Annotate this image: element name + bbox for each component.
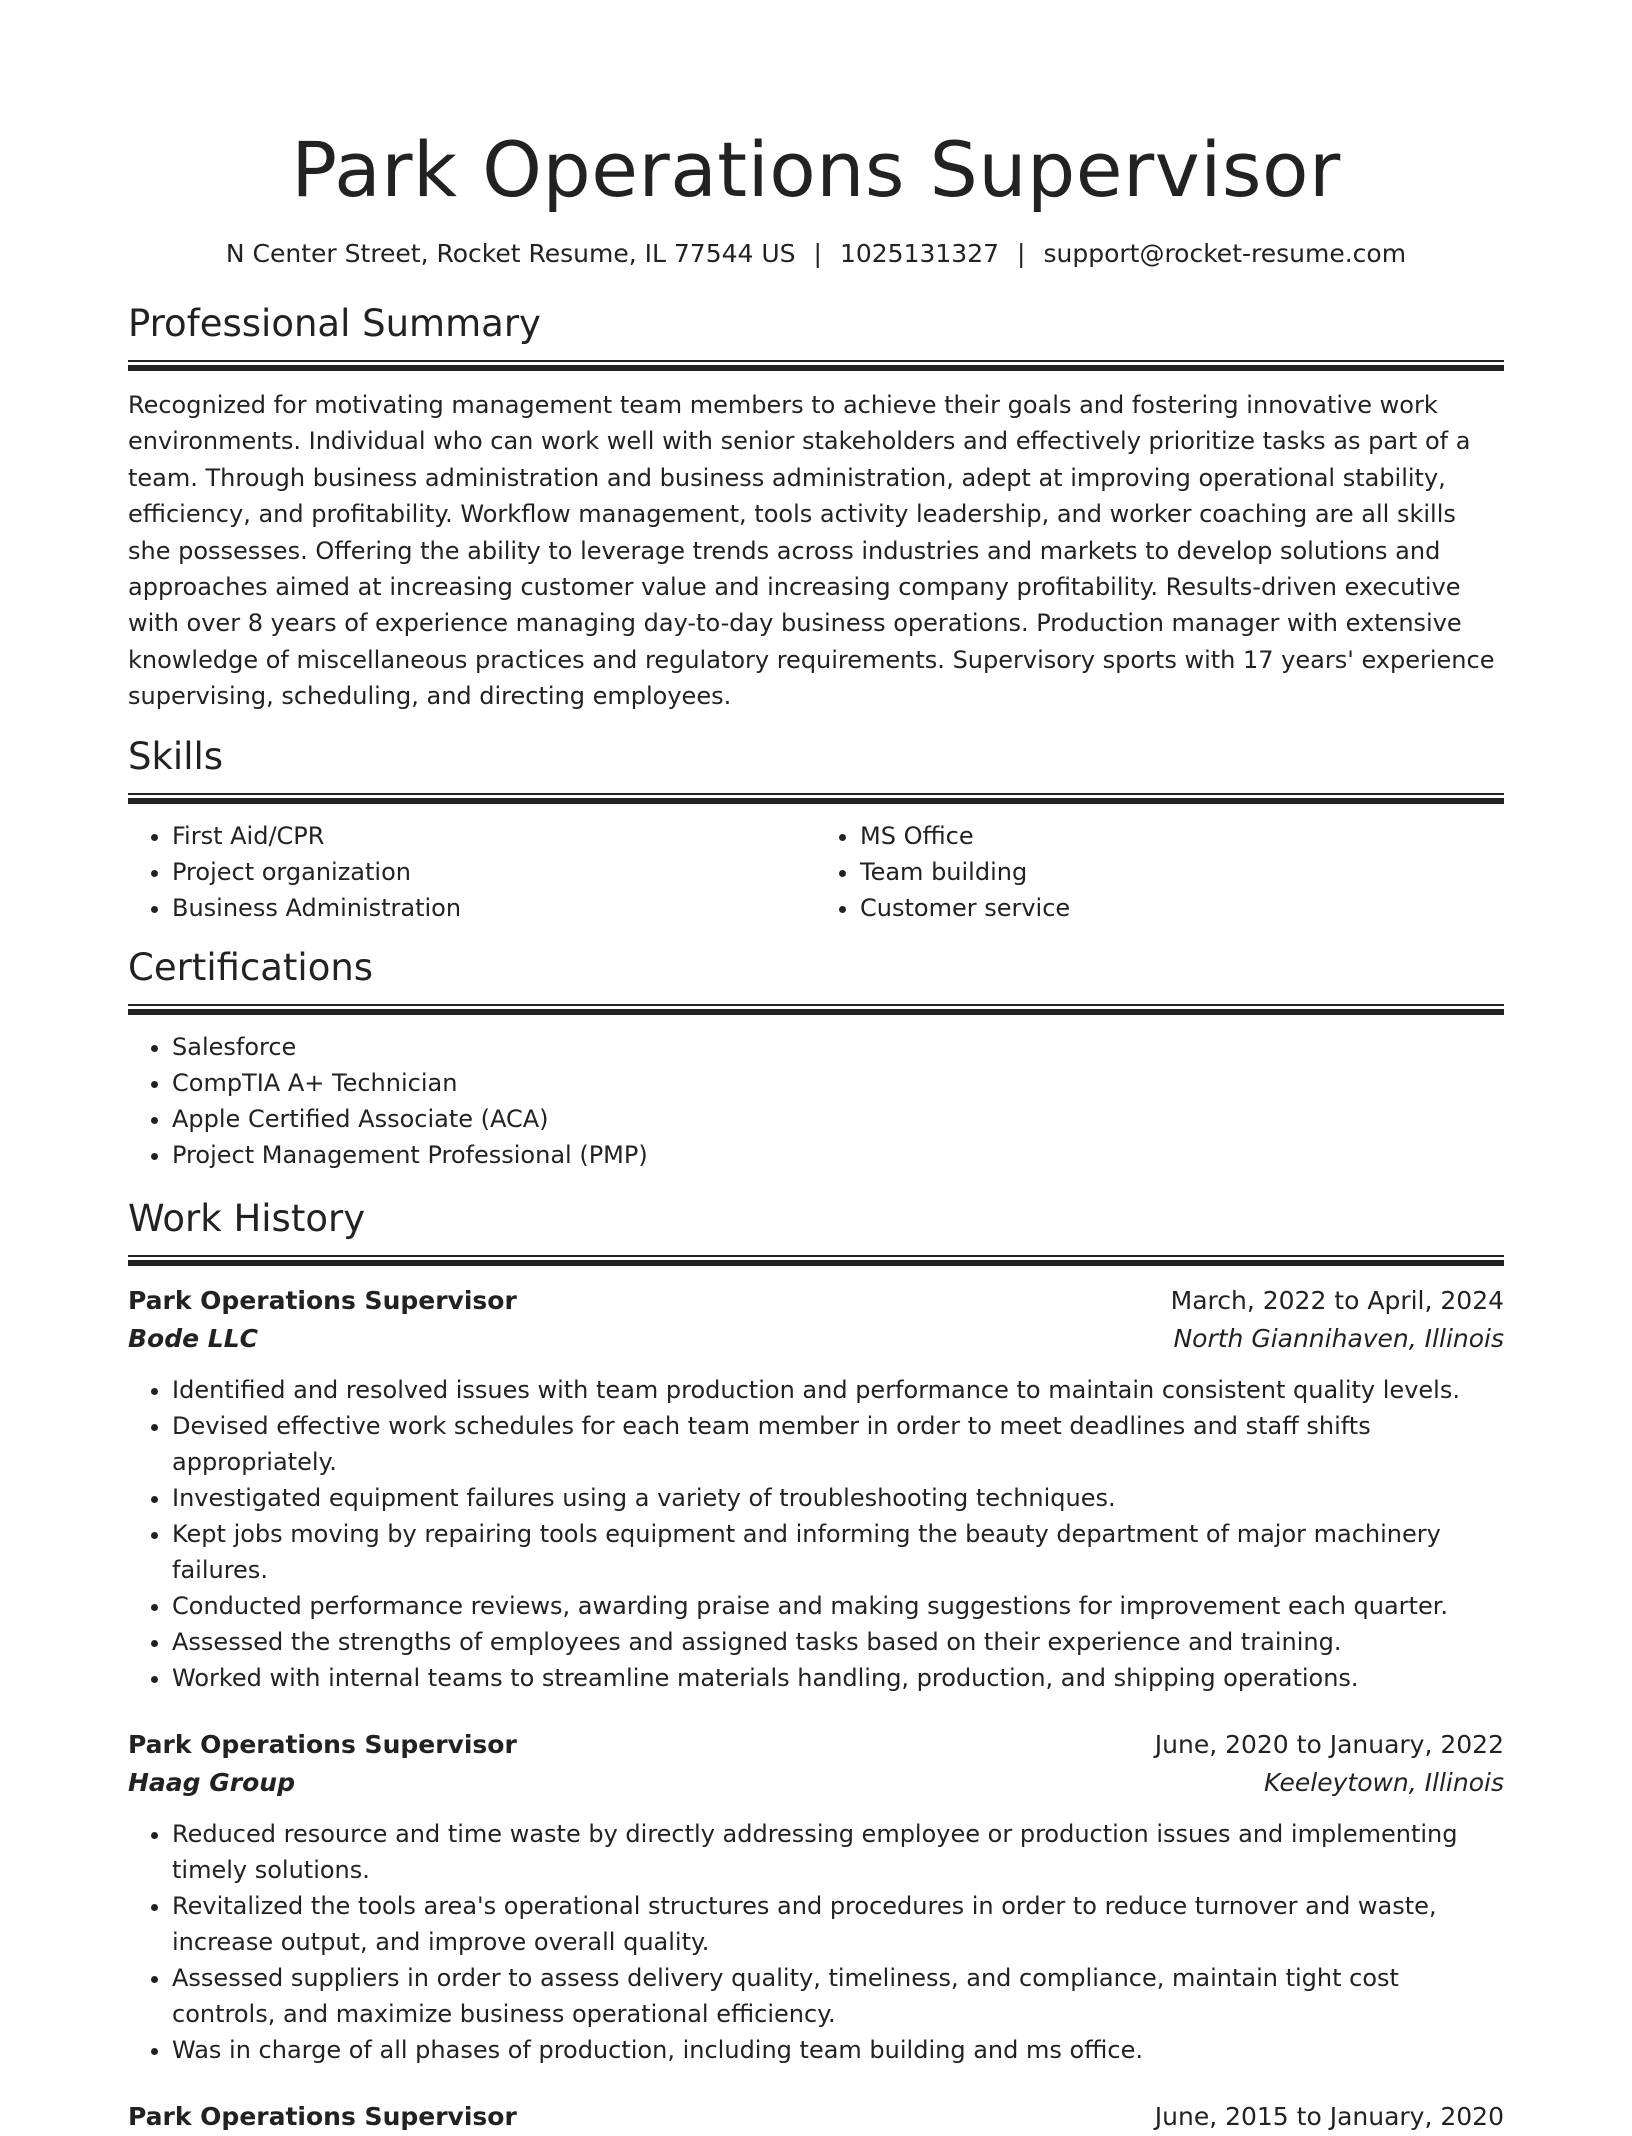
certifications-section [128,944,1504,1173]
job-bullet: • Kept jobs moving by repairing tools equipment and informing the beauty department of major machinery failures. [172,1516,1504,1588]
job-title: Park Operations Supervisor [128,2101,517,2131]
skills-list-right [816,818,1504,926]
section-divider [128,793,1504,804]
section-divider [128,360,1504,371]
summary-text: Recognized for motivating management team members to achieve their goals and fostering innovative work environments. Individual who can work well with senior stakeholders and effectively prioritize tasks as part of a team. Through business administration and business administration, adept at improving operational stability, efficiency, and profitability. Workflow management, tools activity leadership, and worker coaching are all skills she possesses. Offering the ability to leverage trends across industries and markets to develop solutions and approaches aimed at increasing customer value and increasing company profitability. Results-driven executive with over 8 years of experience managing day-to-day business operations. Production manager with extensive knowledge of miscellaneous practices and regulatory requirements. Supervisory sports with 17 years' experience supervising, scheduling, and directing employees. [128,391,1495,711]
skills-heading: Skills [128,734,224,778]
certifications-heading: Certifications [128,945,374,989]
job-bullet: • Assessed suppliers in order to assess delivery quality, timeliness, and compliance, maintain tight cost controls, and maximize business operational efficiency. [172,1960,1504,2032]
section-divider [128,1004,1504,1015]
certification-item: • Salesforce [172,1029,1504,1065]
job-entry [128,2098,1504,2136]
job-bullets [128,1372,1504,1696]
summary-section [128,300,1504,715]
resume-page [128,0,1504,2136]
job-dates: June, 2015 to January, 2020 [1154,2101,1504,2131]
resume-name: Park Operations Supervisor [291,125,1341,214]
job-title: Park Operations Supervisor [128,1285,517,1315]
job-entry [128,1282,1504,1696]
contact-email: support@rocket-resume.com [1043,239,1407,268]
job-company: Haag Group [128,1767,295,1797]
contact-address: N Center Street, Rocket Resume, IL 77544 US [225,239,796,268]
certification-item: • CompTIA A+ Technician [172,1065,1504,1101]
job-bullet: • Identified and resolved issues with team production and performance to maintain consistent quality levels. [172,1372,1504,1408]
job-bullet: • Was in charge of all phases of production, including team building and ms office. [172,2032,1504,2068]
skill-item: • First Aid/CPR [172,818,816,854]
contact-line [128,238,1504,270]
job-dates: March, 2022 to April, 2024 [1170,1285,1504,1315]
contact-separator: | [813,239,822,268]
job-bullet: • Investigated equipment failures using a variety of troubleshooting techniques. [172,1480,1504,1516]
job-bullet: • Devised effective work schedules for each team member in order to meet deadlines and staff shifts appropriately. [172,1408,1504,1480]
skill-item: • Team building [860,854,1504,890]
skill-item: • MS Office [860,818,1504,854]
job-bullet: • Worked with internal teams to streamline materials handling, production, and shipping operations. [172,1660,1504,1696]
contact-phone: 1025131327 [839,239,1000,268]
job-bullet: • Reduced resource and time waste by directly addressing employee or production issues and implementing timely solutions. [172,1816,1504,1888]
job-company: Bode LLC [128,1323,258,1353]
job-entry [128,1726,1504,2068]
work-history-section [128,1195,1504,2136]
job-dates: June, 2020 to January, 2022 [1154,1729,1504,1759]
job-header [128,1282,1504,1320]
skills-columns [128,818,1504,926]
certifications-list [128,1029,1504,1173]
skills-section [128,733,1504,926]
job-header [128,2098,1504,2136]
job-location: North Giannihaven, Illinois [1173,1323,1504,1353]
skill-item: • Customer service [860,890,1504,926]
job-bullet: • Conducted performance reviews, awarding praise and making suggestions for improvement each quarter. [172,1588,1504,1624]
job-bullet: • Revitalized the tools area's operational structures and procedures in order to reduce turnover and waste, increase output, and improve overall quality. [172,1888,1504,1960]
skill-item: • Project organization [172,854,816,890]
certification-item: • Apple Certified Associate (ACA) [172,1101,1504,1137]
job-bullets [128,1816,1504,2068]
work-history-heading: Work History [128,1196,366,1240]
certification-item: • Project Management Professional (PMP) [172,1137,1504,1173]
job-header [128,1726,1504,1764]
summary-heading: Professional Summary [128,302,541,345]
job-location: Keeleytown, Illinois [1264,1767,1504,1797]
job-title: Park Operations Supervisor [128,1729,517,1759]
job-subheader [128,1320,1504,1358]
contact-separator: | [1017,239,1026,268]
section-divider [128,1255,1504,1266]
job-subheader [128,1764,1504,1802]
skill-item: • Business Administration [172,890,816,926]
skills-list-left [128,818,816,926]
job-bullet: • Assessed the strengths of employees and assigned tasks based on their experience and training. [172,1624,1504,1660]
